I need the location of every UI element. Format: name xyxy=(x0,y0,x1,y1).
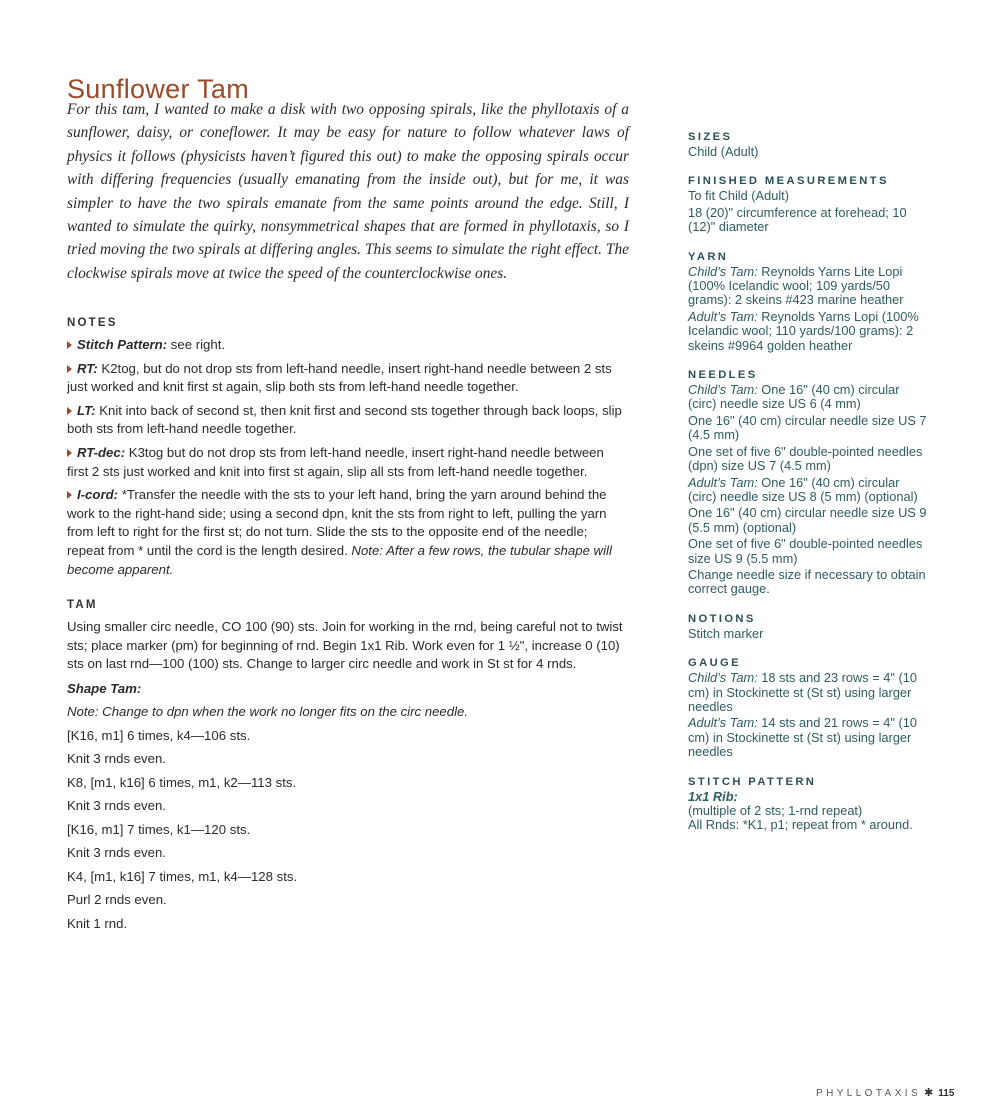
sidebar-specs xyxy=(688,130,928,848)
page-number: 115 xyxy=(938,1088,955,1099)
tam-step: [K16, m1] 7 times, k1—120 sts. xyxy=(67,821,251,837)
note-item: RT-dec: K3tog but do not drop sts from left-hand needle, insert right-hand needle between first 2 sts just worked and knit into first st again, slip all sts from left-hand needle together. xyxy=(67,444,604,479)
notes-heading: NOTES xyxy=(67,317,118,329)
pattern-title: Sunflower Tam xyxy=(67,74,249,105)
tam-step: K8, [m1, k16] 6 times, m1, k2—113 sts. xyxy=(67,774,297,790)
stitch-pattern-line: (multiple of 2 sts; 1-rnd repeat) xyxy=(688,803,863,818)
finished-measurements-heading: FINISHED MEASUREMENTS xyxy=(688,175,889,188)
yarn-section xyxy=(688,250,928,353)
intro-paragraph: For this tam, I wanted to make a disk with two opposing spirals, like the phyllotaxis of a sunflower, daisy, or coneflower. It may be easy for nature to follow whatever laws of physics it follows (physicists haven’t figured this out) to make the opposing spirals occur with differing frequencies (usually emanating from the inside out), but for me, it was simpler to have the two spirals emanate from the same points around the edge. Still, I wanted to simulate the quirky, nonsymmetrical shapes that are formed in phyllotaxis, so I tried moving the two spirals at differing angles. This seems to simulate the right effect. The clockwise spirals move at twice the speed of the counterclockwise ones. xyxy=(67,101,629,282)
needles-item: One set of five 6" double-pointed needles (dpn) size US 7 (4.5 mm) xyxy=(688,443,923,474)
notions-text: Stitch marker xyxy=(688,625,764,641)
stitch-pattern-heading: STITCH PATTERN xyxy=(688,775,817,788)
needles-item: One 16" (40 cm) circular needle size US 7 (4.5 mm) xyxy=(688,412,927,443)
tam-instructions: Using smaller circ needle, CO 100 (90) sts. Join for working in the rnd, being careful not to twist sts; place marker (pm) for beginning of rnd. Begin 1x1 Rib. Work even for 1 ½", increase 0 (10) sts on last rnd—100 (100) sts. Change to larger circ needle and work in St st for 4 rnds. xyxy=(67,619,623,672)
notions-heading: NOTIONS xyxy=(688,612,756,625)
needles-heading: NEEDLES xyxy=(688,369,758,382)
note-item: Stitch Pattern: see right. xyxy=(67,336,627,355)
gauge-item: Adult’s Tam: 14 sts and 21 rows = 4" (10 cm) in Stockinette st (St st) using larger needles xyxy=(688,715,917,760)
stitch-pattern-subheading: 1x1 Rib: xyxy=(688,788,738,804)
shape-tam-note: Note: Change to dpn when the work no longer fits on the circ needle. xyxy=(67,704,469,720)
tam-step: Knit 3 rnds even. xyxy=(67,845,166,861)
tam-step: K4, [m1, k16] 7 times, m1, k4—128 sts. xyxy=(67,868,298,884)
needles-item: Change needle size if necessary to obtain correct gauge. xyxy=(688,566,926,597)
yarn-item: Child’s Tam: Reynolds Yarns Lite Lopi (100% Icelandic wool; 109 yards/50 grams): 2 skeins #423 marine heather xyxy=(688,263,904,308)
gauge-heading: GAUGE xyxy=(688,657,742,670)
sizes-text: Child (Adult) xyxy=(688,144,759,159)
star-icon: ✱ xyxy=(924,1087,934,1099)
bullet-icon xyxy=(67,365,72,373)
notions-section xyxy=(688,612,928,641)
sizes-heading: SIZES xyxy=(688,131,733,143)
finished-measurements-line: To fit Child (Adult) xyxy=(688,188,789,204)
main-column xyxy=(67,317,627,935)
bullet-icon xyxy=(67,449,72,457)
shape-tam-heading: Shape Tam: xyxy=(67,680,142,696)
tam-step: Knit 1 rnd. xyxy=(67,915,128,931)
note-item: LT: Knit into back of second st, then knit first and second sts together through back loops, slip both sts from left-hand needle together. xyxy=(67,402,622,437)
tam-step: Purl 2 rnds even. xyxy=(67,892,167,908)
needles-section xyxy=(688,368,928,597)
note-item: RT: K2tog, but do not drop sts from left-hand needle, insert right-hand needle between 2 sts just worked and knit first st again, slip both sts from left-hand needle together. xyxy=(67,360,612,395)
bullet-icon xyxy=(67,407,72,415)
stitch-pattern-line: All Rnds: *K1, p1; repeat from * around. xyxy=(688,817,913,833)
yarn-item: Adult’s Tam: Reynolds Yarns Lopi (100% Icelandic wool; 110 yards/100 grams): 2 skeins #9964 golden heather xyxy=(688,308,919,353)
bullet-icon xyxy=(67,491,72,499)
needles-item: One 16" (40 cm) circular needle size US 9 (5.5 mm) (optional) xyxy=(688,505,927,535)
stitch-pattern-section xyxy=(688,775,928,833)
gauge-item: Child’s Tam: 18 sts and 23 rows = 4" (10 cm) in Stockinette st (St st) using larger needles xyxy=(688,670,917,714)
gauge-section xyxy=(688,656,928,759)
page-footer xyxy=(816,1086,984,1099)
running-head: PHYLLOTAXIS xyxy=(816,1088,922,1099)
yarn-heading: YARN xyxy=(688,250,729,263)
needles-item: Child’s Tam: One 16" (40 cm) circular (circ) needle size US 6 (4 mm) xyxy=(688,382,900,412)
note-item: I-cord: *Transfer the needle with the sts to your left hand, bring the yarn around behind the work to the right-hand side; using a second dpn, knit the sts from right to left, pulling the yarn from left to right for the first st; do not turn. Slide the sts to the opposite end of the needle; repeat from * until the cord is the length desired. Note: After a few rows, the tubular shape will become apparent. xyxy=(67,487,612,577)
tam-step: Knit 3 rnds even. xyxy=(67,798,166,814)
bullet-icon xyxy=(67,341,72,349)
tam-step: [K16, m1] 6 times, k4—106 sts. xyxy=(67,727,251,743)
needles-item: Adult’s Tam: One 16" (40 cm) circular (circ) needle size US 8 (5 mm) (optional) xyxy=(688,474,918,504)
tam-heading: TAM xyxy=(67,599,98,612)
needles-item: One set of five 6" double-pointed needles size US 9 (5.5 mm) xyxy=(688,536,923,566)
tam-step: Knit 3 rnds even. xyxy=(67,751,166,767)
notes-list xyxy=(67,336,627,579)
sizes-section xyxy=(688,130,928,159)
finished-measurements-line: 18 (20)" circumference at forehead; 10 (12)" diameter xyxy=(688,204,907,235)
finished-measurements-section xyxy=(688,174,928,234)
